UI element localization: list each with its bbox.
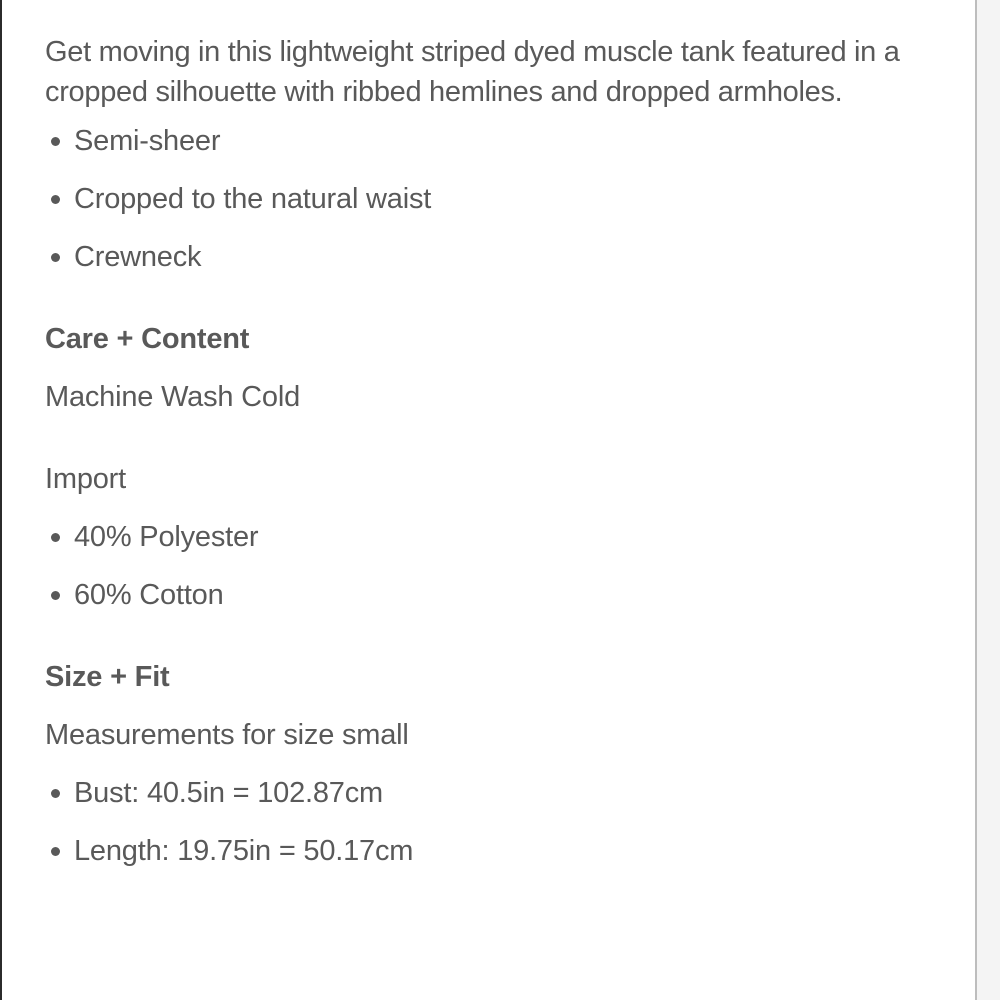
- feature-item: Crewneck: [45, 228, 970, 286]
- product-description: Get moving in this lightweight striped dyed muscle tank featured in a cropped silhouette with ribbed hemlines and dropped armholes.: [45, 36, 900, 108]
- measurement-list: [45, 764, 970, 880]
- feature-item: Semi-sheer: [45, 112, 970, 170]
- left-border: [0, 0, 2, 1000]
- measurement-item: Length: 19.75in = 50.17cm: [45, 822, 970, 880]
- composition-item: 40% Polyester: [45, 508, 970, 566]
- composition-list: [45, 508, 970, 624]
- feature-list: [45, 112, 970, 286]
- origin-text: Import: [45, 463, 126, 495]
- wash-instructions: Machine Wash Cold: [45, 381, 301, 413]
- right-edge-gutter: [977, 0, 1000, 1000]
- composition-item: 60% Cotton: [45, 566, 970, 624]
- care-content-heading: Care + Content: [45, 323, 250, 355]
- product-details: [45, 32, 970, 880]
- feature-item: Cropped to the natural waist: [45, 170, 970, 228]
- measurement-note: Measurements for size small: [45, 719, 409, 751]
- size-fit-heading: Size + Fit: [45, 661, 170, 693]
- measurement-item: Bust: 40.5in = 102.87cm: [45, 764, 970, 822]
